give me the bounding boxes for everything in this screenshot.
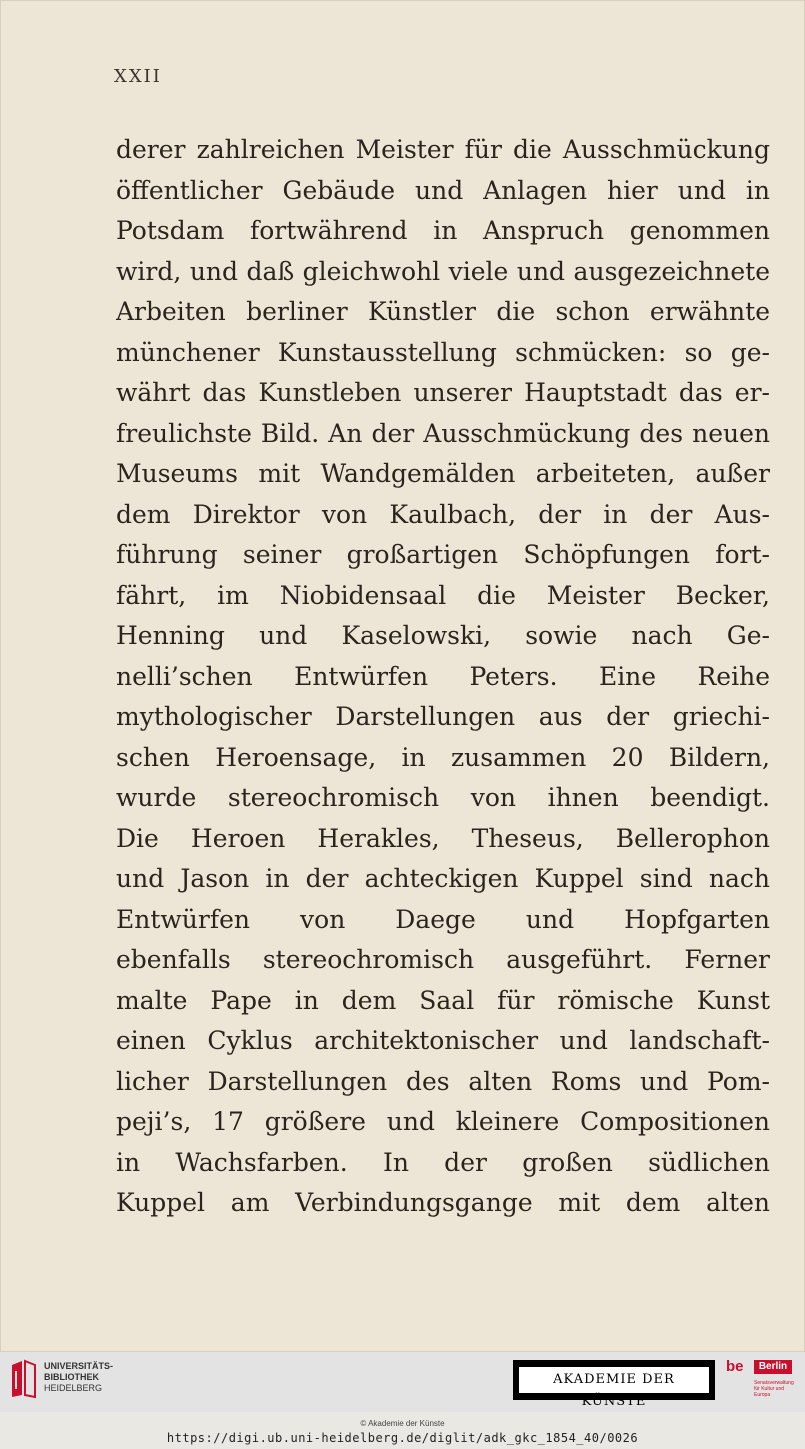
text-line: münchener Kunstausstellung schmücken: so ge- [116,337,770,367]
ub-line-3: HEIDELBERG [44,1383,103,1393]
copyright-notice: © Akademie der Künste [360,1419,445,1428]
text-line: dem Direktor von Kaulbach, der in der Aus- [116,499,770,529]
text-line: freulichste Bild. An der Ausschmückung des neuen [116,418,770,448]
text-line: Entwürfen von Daege und Hopfgarten [116,904,770,934]
text-line: wird, und daß gleichwohl viele und ausgezeichnete [116,256,770,286]
berlin-box: Berlin [754,1360,792,1374]
text-line: Museums mit Wandgemälden arbeiteten, außer [116,459,770,488]
text-line: währt das Kunstleben unserer Hauptstadt das er- [116,378,770,407]
text-line: mythologischer Darstellungen aus der griechi- [116,702,770,731]
akademie-der-kuenste-logo[interactable] [513,1360,715,1409]
text-line: und Jason in der achteckigen Kuppel sind nach [116,864,770,893]
text-line: öffentlicher Gebäude und Anlagen hier und in [116,175,770,205]
page-number: XXII [114,66,162,87]
page-url[interactable]: https://digi.ub.uni-heidelberg.de/diglit/adk_gkc_1854_40/0026 [166,1431,639,1445]
berlin-subtitle: Senatsverwaltung für Kultur und Europa [754,1380,794,1398]
akademie-der-kuenste-label: AKADEMIE DER KÜNSTE [519,1367,709,1393]
text-line: nelli’schen Entwürfen Peters. Eine Reihe [116,661,770,691]
ub-line-2: BIBLIOTHEK [44,1372,99,1382]
text-line: Arbeiten berliner Künstler die schon erwähnte [116,297,770,326]
body-text [116,130,770,1224]
ub-heidelberg-logo[interactable] [8,1357,118,1401]
berlin-senate-logo[interactable] [726,1358,796,1404]
text-line: einen Cyklus architektonischer und landschaft- [116,1026,770,1055]
text-line: peji’s, 17 größere und kleinere Compositionen [116,1107,770,1136]
ub-heidelberg-logo-icon [8,1359,38,1399]
text-line: wurde stereochromisch von ihnen beendigt. [116,783,770,812]
text-line: licher Darstellungen des alten Roms und Pom- [116,1066,770,1096]
text-line: malte Pape in dem Saal für römische Kunst [116,985,770,1015]
berlin-mark: be [726,1358,744,1375]
text-line: ebenfalls stereochromisch ausgeführt. Ferner [116,945,770,974]
text-line: fährt, im Niobidensaal die Meister Becker, [116,580,770,610]
text-line: Henning und Kaselowski, sowie nach Ge- [116,621,770,650]
ub-line-1: UNIVERSITÄTS- [44,1361,114,1371]
text-line: Potsdam fortwährend in Anspruch genommen [116,216,770,245]
text-line: führung seiner großartigen Schöpfungen fort- [116,540,770,569]
text-line: schen Heroensage, in zusammen 20 Bildern, [116,742,770,772]
text-line: in Wachsfarben. In der großen südlichen [116,1147,770,1177]
text-line: Die Heroen Herakles, Theseus, Bellerophon [116,823,770,853]
text-line: Kuppel am Verbindungsgange mit dem alten [116,1188,770,1217]
ub-heidelberg-text [44,1361,113,1394]
text-line: derer zahlreichen Meister für die Ausschmückung [116,135,770,164]
